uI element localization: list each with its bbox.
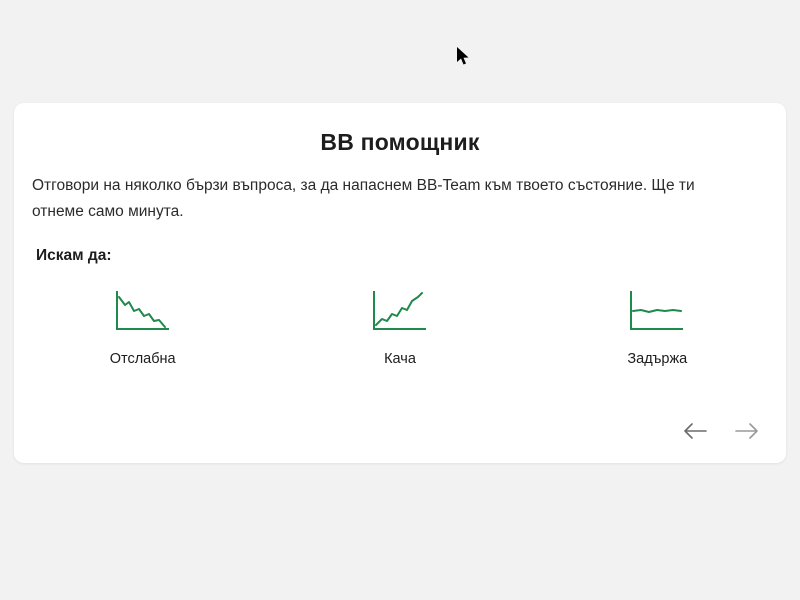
goal-option-label: Кача bbox=[384, 351, 416, 367]
goal-option-label: Задържа bbox=[627, 351, 688, 367]
goal-prompt-label: Искам да: bbox=[36, 247, 112, 264]
arrow-left-icon bbox=[682, 422, 708, 445]
goal-option-gain-weight[interactable] bbox=[310, 289, 490, 367]
chart-flat-icon bbox=[627, 289, 687, 335]
chart-up-icon bbox=[370, 289, 430, 335]
card-description: Отговори на няколко бързи въпроса, за да напаснем BB-Team към твоето състояние. Ще ти отнеме само минута. bbox=[32, 177, 695, 220]
card-navigation bbox=[682, 421, 760, 445]
chart-down-icon bbox=[113, 289, 173, 335]
bb-assistant-card bbox=[14, 103, 786, 463]
arrow-right-icon bbox=[734, 422, 760, 445]
goal-option-maintain-weight[interactable] bbox=[567, 289, 747, 367]
next-button[interactable] bbox=[734, 421, 760, 445]
goal-option-lose-weight[interactable] bbox=[53, 289, 233, 367]
mouse-cursor bbox=[456, 46, 470, 66]
goal-options bbox=[14, 289, 786, 367]
goal-option-label: Отслабна bbox=[109, 351, 176, 367]
page-title: BB помощник bbox=[320, 129, 480, 155]
back-button[interactable] bbox=[682, 421, 708, 445]
